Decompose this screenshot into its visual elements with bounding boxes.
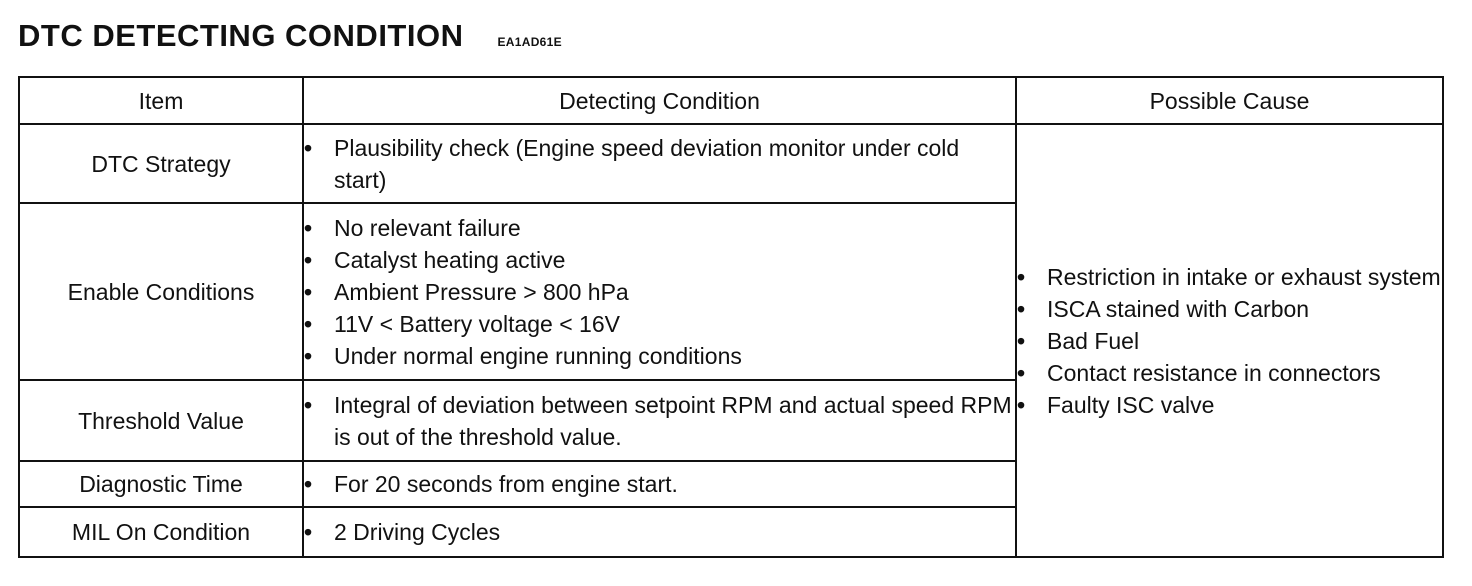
- condition-list: [304, 212, 1015, 372]
- condition-bullet: • Plausibility check (Engine speed deviation monitor under cold start): [304, 132, 1015, 196]
- possible-cause-list: [1017, 261, 1442, 421]
- condition-bullet: • 2 Driving Cycles: [304, 516, 1015, 548]
- cause-bullet: • Contact resistance in connectors: [1017, 357, 1442, 389]
- condition-bullet: • Integral of deviation between setpoint RPM and actual speed RPM is out of the threshold value.: [304, 389, 1015, 453]
- row-item-label: Enable Conditions: [19, 203, 303, 380]
- table-header-row: [19, 77, 1443, 124]
- document-header: [18, 14, 562, 58]
- cause-bullet: • Restriction in intake or exhaust system: [1017, 261, 1442, 293]
- column-header-item: Item: [19, 77, 303, 124]
- condition-bullet: • Ambient Pressure > 800 hPa: [304, 276, 1015, 308]
- condition-list: [304, 468, 1015, 500]
- condition-bullet: • Under normal engine running conditions: [304, 340, 1015, 372]
- possible-cause-cell: [1016, 124, 1443, 557]
- detecting-condition-cell: [303, 380, 1016, 461]
- document-code: EA1AD61E: [497, 35, 562, 49]
- detecting-condition-cell: [303, 507, 1016, 557]
- detecting-condition-cell: [303, 124, 1016, 203]
- condition-bullet: • 11V < Battery voltage < 16V: [304, 308, 1015, 340]
- condition-list: [304, 132, 1015, 196]
- page-title: DTC DETECTING CONDITION: [18, 18, 464, 53]
- cause-bullet: • Faulty ISC valve: [1017, 389, 1442, 421]
- row-item-label: DTC Strategy: [19, 124, 303, 203]
- condition-list: [304, 516, 1015, 548]
- condition-list: [304, 389, 1015, 453]
- condition-bullet: • Catalyst heating active: [304, 244, 1015, 276]
- condition-bullet: • For 20 seconds from engine start.: [304, 468, 1015, 500]
- row-item-label: MIL On Condition: [19, 507, 303, 557]
- condition-bullet: • No relevant failure: [304, 212, 1015, 244]
- column-header-detecting-condition: Detecting Condition: [303, 77, 1016, 124]
- dtc-detecting-condition-table: [18, 76, 1444, 558]
- detecting-condition-cell: [303, 461, 1016, 507]
- cause-bullet: • ISCA stained with Carbon: [1017, 293, 1442, 325]
- cause-bullet: • Bad Fuel: [1017, 325, 1442, 357]
- row-item-label: Diagnostic Time: [19, 461, 303, 507]
- detecting-condition-cell: [303, 203, 1016, 380]
- row-item-label: Threshold Value: [19, 380, 303, 461]
- column-header-possible-cause: Possible Cause: [1016, 77, 1443, 124]
- table-row: [19, 124, 1443, 203]
